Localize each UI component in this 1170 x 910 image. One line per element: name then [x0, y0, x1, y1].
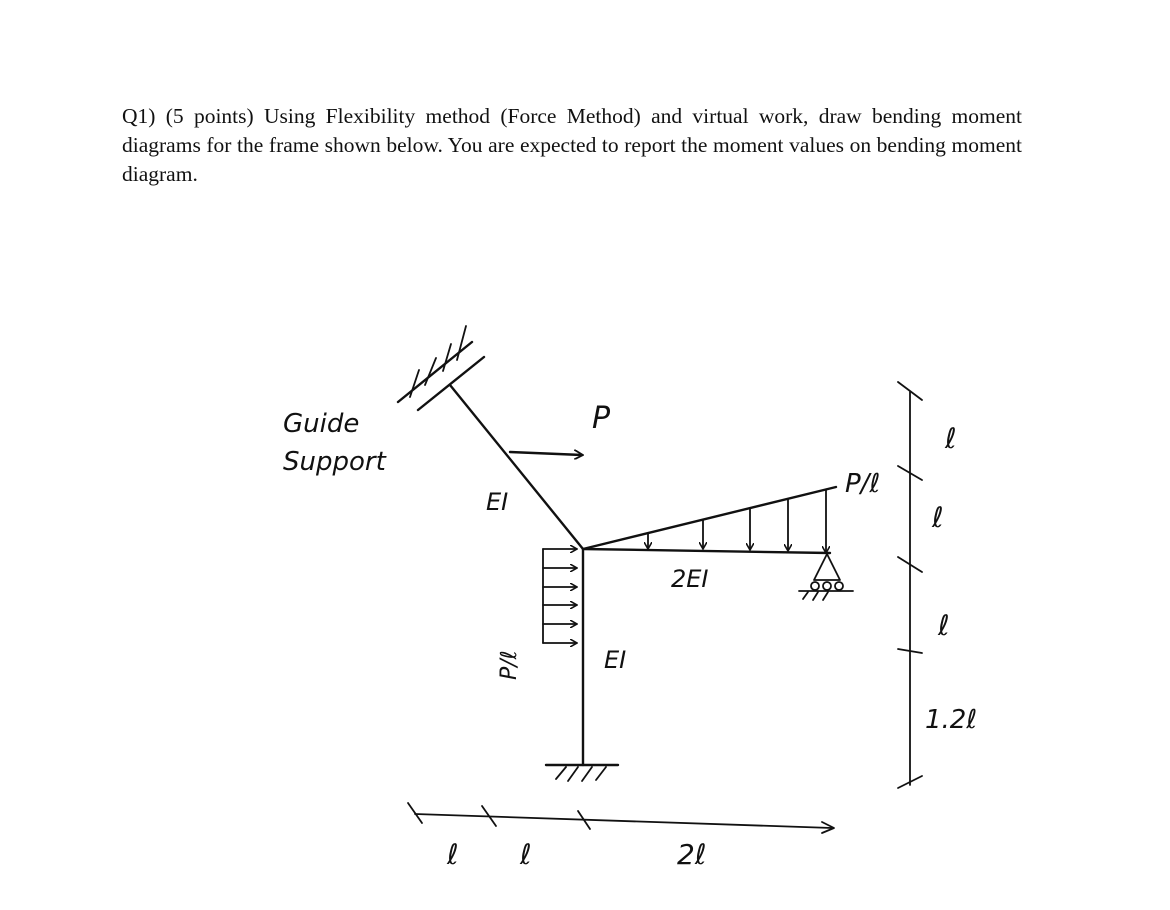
dim-v3-label: ℓ	[938, 609, 950, 642]
column-distributed-load	[543, 549, 576, 643]
beam-ei-label: 2EI	[671, 565, 709, 593]
load-p-label: P	[592, 401, 611, 436]
guide-support-label-line1: Guide	[283, 409, 360, 439]
question-number: Q1)	[122, 104, 156, 128]
dim-h2-label: ℓ	[520, 838, 532, 871]
dim-v1-label: ℓ	[945, 422, 957, 455]
dim-h3-label: 2ℓ	[677, 838, 707, 871]
vertical-dimension	[898, 382, 922, 788]
dim-h1-label: ℓ	[447, 838, 459, 871]
dim-v4-label: 1.2ℓ	[925, 705, 978, 735]
horizontal-dimension	[408, 803, 834, 833]
beam-load-label: P/ℓ	[845, 469, 881, 499]
beam-distributed-load	[583, 487, 836, 552]
dim-v2-label: ℓ	[932, 501, 944, 534]
fixed-support	[546, 765, 618, 781]
question-body: Using Flexibility method (Force Method) and virtual work, draw bending moment diagrams for the frame shown below. You are expected to report the moment values on bending moment diagram.	[122, 104, 1023, 186]
roller-support	[799, 554, 853, 600]
column-ei-label: EI	[604, 646, 627, 674]
horizontal-beam	[583, 549, 830, 553]
column-load-label: P/ℓ	[497, 650, 522, 680]
guide-support	[398, 326, 484, 410]
inclined-ei-label: EI	[486, 488, 509, 516]
question-points: (5 points)	[165, 104, 254, 128]
guide-support-label-line2: Support	[283, 447, 386, 477]
load-p-arrow	[510, 452, 582, 455]
inclined-member	[450, 385, 583, 549]
